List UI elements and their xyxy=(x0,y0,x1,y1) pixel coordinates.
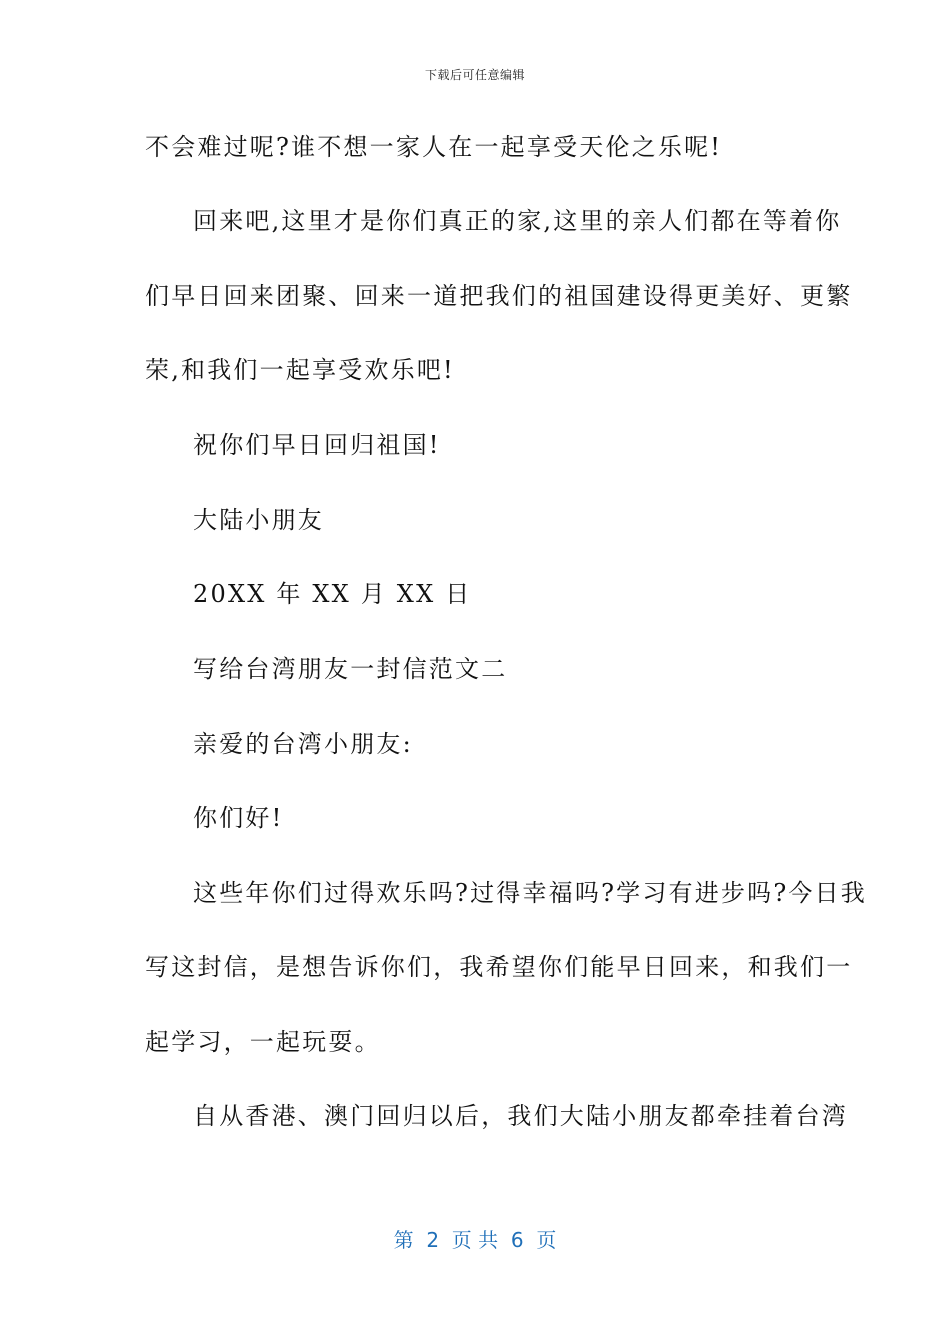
page-number-footer: 第 2 页 共 6 页 xyxy=(393,1228,557,1252)
text-line: 写这封信，是想告诉你们，我希望你们能早日回来，和我们一 xyxy=(145,953,853,981)
page-header-note: 下载后可任意编辑 xyxy=(424,68,525,82)
date-line: 20XX 年 XX 月 XX 日 xyxy=(193,580,472,608)
text-line: 们早日回来团聚、回来一道把我们的祖国建设得更美好、更繁 xyxy=(145,282,853,310)
text-line: 祝你们早日回归祖国! xyxy=(193,431,441,459)
text-line: 自从香港、澳门回归以后，我们大陆小朋友都牵挂着台湾 xyxy=(193,1102,848,1130)
text-line: 起学习，一起玩耍。 xyxy=(145,1028,381,1056)
text-line: 回来吧,这里才是你们真正的家,这里的亲人们都在等着你 xyxy=(193,207,842,235)
section-title: 写给台湾朋友一封信范文二 xyxy=(193,655,508,683)
text-line: 荣,和我们一起享受欢乐吧! xyxy=(145,356,455,384)
signature-line: 大陆小朋友 xyxy=(193,506,324,534)
greeting-line: 你们好! xyxy=(193,804,284,832)
text-line: 这些年你们过得欢乐吗?过得幸福吗?学习有进步吗?今日我 xyxy=(193,879,867,907)
text-line: 不会难过呢?谁不想一家人在一起享受天伦之乐呢! xyxy=(145,133,723,161)
salutation-line: 亲爱的台湾小朋友: xyxy=(193,730,413,758)
